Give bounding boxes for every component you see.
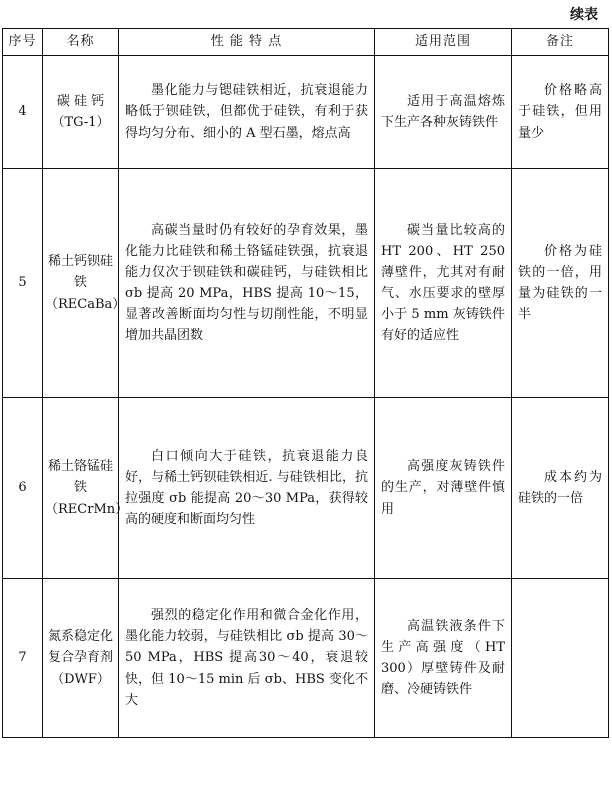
continued-table-label: 续表 — [570, 7, 598, 23]
row-properties: 强烈的稳定化作用和微合金化作用，墨化能力较弱，与硅铁相比 σb 提高 30～50 MPa，HBS 提高30～40，衰退较快，但 10～15 min 后 σb、HBS 变化不大 — [119, 579, 375, 738]
row-scope: 高温铁液条件下生产高强度（HT 300）厚壁铸件及耐磨、冷硬铸铁件 — [375, 579, 512, 738]
table-row — [3, 398, 609, 579]
row-no: 6 — [3, 398, 43, 579]
row-no: 5 — [3, 169, 43, 398]
header-scope: 适用范围 — [375, 29, 512, 56]
row-note: 价格略高于硅铁，但用量少 — [512, 56, 609, 169]
header-no: 序号 — [3, 29, 43, 56]
inoculant-table — [2, 28, 609, 738]
row-scope: 高强度灰铸铁件的生产，对薄壁件慎用 — [375, 398, 512, 579]
row-properties: 白口倾向大于硅铁，抗衰退能力良好，与稀土钙钡硅铁相近. 与硅铁相比，抗拉强度 σb 能提高 20～30 MPa，获得较高的硬度和断面均匀性 — [119, 398, 375, 579]
table-row — [3, 56, 609, 169]
table-header-row — [3, 29, 609, 56]
row-properties: 高碳当量时仍有较好的孕育效果，墨化能力比硅铁和稀土铬锰硅铁强，抗衰退能力仅次于钡硅铁和碳硅钙，与硅铁相比 σb 提高 20 MPa，HBS 提高 10～15，显著改善断面均匀性与切削性能，不明显增加共晶团数 — [119, 169, 375, 398]
table-row — [3, 579, 609, 738]
row-no: 4 — [3, 56, 43, 169]
row-scope: 碳当量比较高的 HT 200、HT 250 薄壁件，尤其对有耐气、水压要求的壁厚小于 5 mm 灰铸铁件有好的适应性 — [375, 169, 512, 398]
row-scope: 适用于高温熔炼下生产各种灰铸铁件 — [375, 56, 512, 169]
row-note — [512, 579, 609, 738]
row-properties: 墨化能力与锶硅铁相近，抗衰退能力略低于钡硅铁，但都优于硅铁，有利于获得均匀分布、细小的 A 型石墨，熔点高 — [119, 56, 375, 169]
header-note: 备注 — [512, 29, 609, 56]
header-name: 名称 — [43, 29, 119, 56]
row-note: 价格为硅铁的一倍，用量为硅铁的一半 — [512, 169, 609, 398]
row-name: 氮系稳定化复合孕育剂（DWF） — [43, 579, 119, 738]
header-properties: 性 能 特 点 — [119, 29, 375, 56]
row-name: 碳 硅 钙（TG-1） — [43, 56, 119, 169]
row-note: 成本约为硅铁的一倍 — [512, 398, 609, 579]
row-no: 7 — [3, 579, 43, 738]
table-row — [3, 169, 609, 398]
row-name: 稀土铬锰硅铁（RECrMn） — [43, 398, 119, 579]
row-name: 稀土钙钡硅铁（RECaBa） — [43, 169, 119, 398]
